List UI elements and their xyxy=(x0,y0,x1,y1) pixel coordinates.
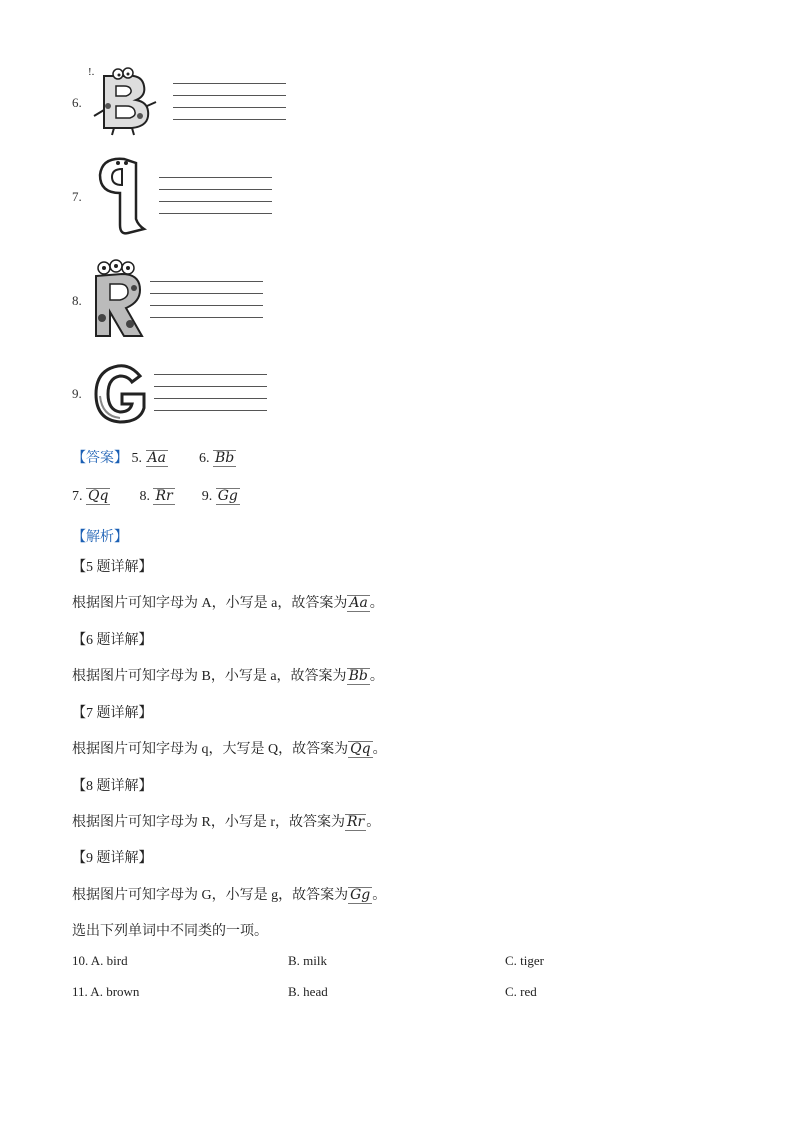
analysis-text-8: 根据图片可知字母为 R，小写是 r，故答案为 xyxy=(72,815,345,830)
analysis-text-7: 根据图片可知字母为 q，大写是 Q，故答案为 xyxy=(72,742,349,757)
writing-lines-6 xyxy=(173,83,286,131)
answer-label: 【答案】 xyxy=(72,451,128,466)
letter-b-cartoon-image xyxy=(92,66,158,136)
analysis-text-6: 根据图片可知字母为 B，小写是 a，故答案为 xyxy=(72,669,347,684)
answer-number-9: 9. xyxy=(201,489,213,504)
letter-q-cartoon-image xyxy=(94,155,150,239)
answer-7: Qq xyxy=(88,488,109,504)
answer-6: Bb xyxy=(214,450,235,466)
small-mark: !. xyxy=(88,66,95,78)
analysis-answer-8: Rr xyxy=(347,814,365,830)
writing-lines-9 xyxy=(154,374,267,422)
question-number-8: 8. xyxy=(72,293,82,308)
analysis-end-7: 。 xyxy=(372,742,387,757)
analysis-end-8: 。 xyxy=(366,815,381,830)
answer-number-7: 7. xyxy=(72,489,83,504)
option-10-c: C. tiger xyxy=(505,953,544,968)
answer-9: Gg xyxy=(217,488,238,504)
option-10-b: B. milk xyxy=(288,953,328,968)
option-11-b: B. head xyxy=(288,984,328,999)
analysis-answer-9: Gg xyxy=(350,887,371,903)
analysis-body-6 xyxy=(72,665,384,685)
section-instruction: 选出下列单词中不同类的一项。 xyxy=(72,924,268,939)
question-number-9: 9. xyxy=(72,386,82,401)
question-number-7: 7. xyxy=(72,189,82,204)
analysis-head-5: 【5 题详解】 xyxy=(72,560,153,575)
analysis-body-9 xyxy=(72,884,386,904)
analysis-text-5: 根据图片可知字母为 A，小写是 a，故答案为 xyxy=(72,596,348,611)
writing-lines-7 xyxy=(159,177,272,225)
analysis-end-5: 。 xyxy=(369,596,384,611)
analysis-head-9: 【9 题详解】 xyxy=(72,851,153,866)
analysis-head-7: 【7 题详解】 xyxy=(72,706,153,721)
letter-r-cartoon-image xyxy=(90,258,148,340)
analysis-answer-7: Qq xyxy=(350,741,371,757)
letter-g-cartoon-image xyxy=(92,362,150,426)
analysis-body-5 xyxy=(72,592,384,612)
analysis-head-8: 【8 题详解】 xyxy=(72,779,153,794)
analysis-body-7 xyxy=(72,738,387,758)
analysis-answer-6: Bb xyxy=(348,668,368,684)
answer-number-6: 6. xyxy=(198,451,210,466)
analysis-body-8 xyxy=(72,811,380,831)
analysis-answer-5: Aa xyxy=(349,595,368,611)
analysis-text-9: 根据图片可知字母为 G，小写是 g，故答案为 xyxy=(72,888,349,903)
analysis-head-6: 【6 题详解】 xyxy=(72,633,153,648)
answer-row-2 xyxy=(72,488,240,505)
writing-lines-8 xyxy=(150,281,263,329)
option-11-a: 11. A. brown xyxy=(72,984,140,999)
option-11-c: C. red xyxy=(505,984,537,999)
analysis-end-9: 。 xyxy=(372,888,387,903)
answer-number-8: 8. xyxy=(139,489,150,504)
analysis-label: 【解析】 xyxy=(72,530,128,545)
answer-5: Aa xyxy=(147,450,166,466)
question-number-6: 6. xyxy=(72,95,82,110)
answer-8: Rr xyxy=(155,488,173,504)
answer-row-1 xyxy=(72,447,236,467)
option-10-a: 10. A. bird xyxy=(72,953,128,968)
answer-number-5: 5. xyxy=(131,451,142,466)
analysis-end-6: 。 xyxy=(369,669,384,684)
